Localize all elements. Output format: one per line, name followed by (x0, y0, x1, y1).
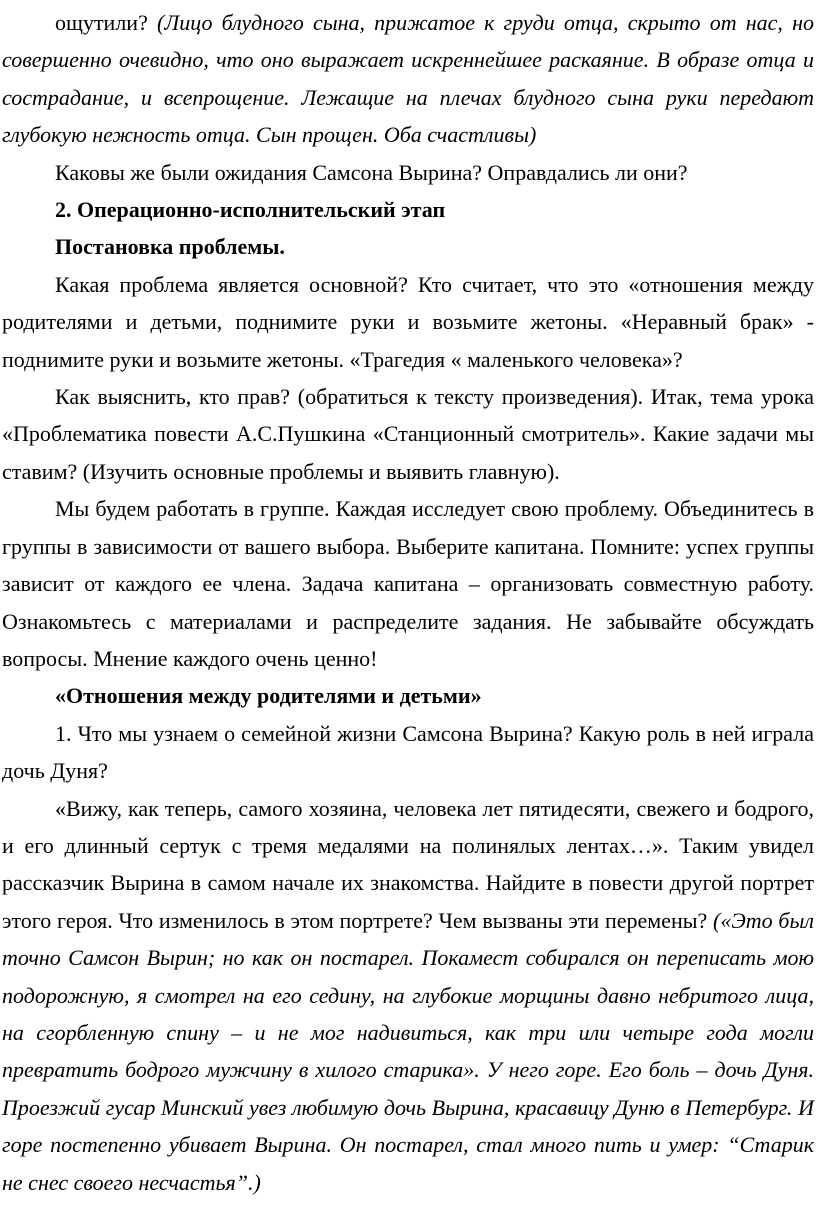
text-run: Какая проблема является основной? Кто считает, что это «отношения между родителями и детьми, поднимите руки и возьмите жетоны. «Неравный брак» - поднимите руки и возьмите жетоны. «Трагедия « маленького человека»? (2, 271, 814, 372)
paragraph-prodigal-son-commentary (2, 4, 814, 154)
text-run: Мы будем работать в группе. Каждая исследует свою проблему. Объединитесь в группы в зависимости от вашего выбора. Выберите капитана. Помните: успех группы зависит от каждого ее члена. Задача капитана – организовать совместную работу. Ознакомьтесь с материалами и распределите задания. Не забывайте обсуждать вопросы. Мнение каждого очень ценно! (2, 496, 814, 671)
text-run: Каковы же были ожидания Самсона Вырина? Оправдались ли они? (55, 159, 688, 185)
bold-text-run: Постановка проблемы. (55, 234, 285, 260)
heading-parents-children-relations (2, 677, 814, 714)
paragraph-vyrin-portrait-analysis (2, 790, 814, 1201)
italic-text-run: (Лицо блудного сына, прижатое к груди отца, скрыто от нас, но совершенно очевидно, что оно выражает искреннейшее раскаяние. В образе отца и сострадание, и всепрощение. Лежащие на плечах блудного сына руки передают глубокую нежность отца. Сын прощен. Оба счастливы) (2, 10, 814, 148)
bold-text-run: «Отношения между родителями и детьми» (55, 683, 482, 709)
italic-text-run: («Это был точно Самсон Вырин; но как он постарел. Покамест собирался он переписать мою подорожную, я смотрел на его седину, на глубокие морщины давно небритого лица, на сгорбленную спину – и не мог надивиться, как три или четыре года могли превратить бодрого мужчину в хилого старика». У него горе. Его боль – дочь Дуня. Проезжий гусар Минский увез любимую дочь Вырина, красавицу Дуню в Петербург. И горе постепенно убивает Вырина. Он постарел, стал много пить и умер: “Старик не снес своего несчастья”.) (2, 907, 814, 1195)
paragraph-group-work-instructions (2, 490, 814, 677)
text-run: Как выяснить, кто прав? (обратиться к тексту произведения). Итак, тема урока «Проблематика повести А.С.Пушкина «Станционный смотритель». Какие задачи мы ставим? (Изучить основные проблемы и выявить главную). (2, 384, 814, 484)
text-run: 1. Что мы узнаем о семейной жизни Самсона Вырина? Какую роль в ней играла дочь Дуня? (2, 720, 814, 784)
text-run: ощутили? (55, 10, 157, 35)
text-run: «Вижу, как теперь, самого хозяина, человека лет пятидесяти, свежего и бодрого, и его длинный сертук с тремя медалями на полинялых лентах…». Таким увидел рассказчик Вырина в самом начале их знакомства. Найдите в повести другой портрет этого героя. Что изменилось в этом портрете? Чем вызваны эти перемены? (2, 795, 814, 933)
heading-problem-statement (2, 228, 814, 265)
paragraph-family-life-question (2, 715, 814, 790)
paragraph-lesson-topic (2, 378, 814, 490)
heading-operational-stage (2, 191, 814, 228)
paragraph-vyrin-expectations-question (2, 154, 814, 191)
bold-text-run: 2. Операционно-исполнительский этап (55, 197, 446, 223)
paragraph-main-problem-question (2, 266, 814, 378)
